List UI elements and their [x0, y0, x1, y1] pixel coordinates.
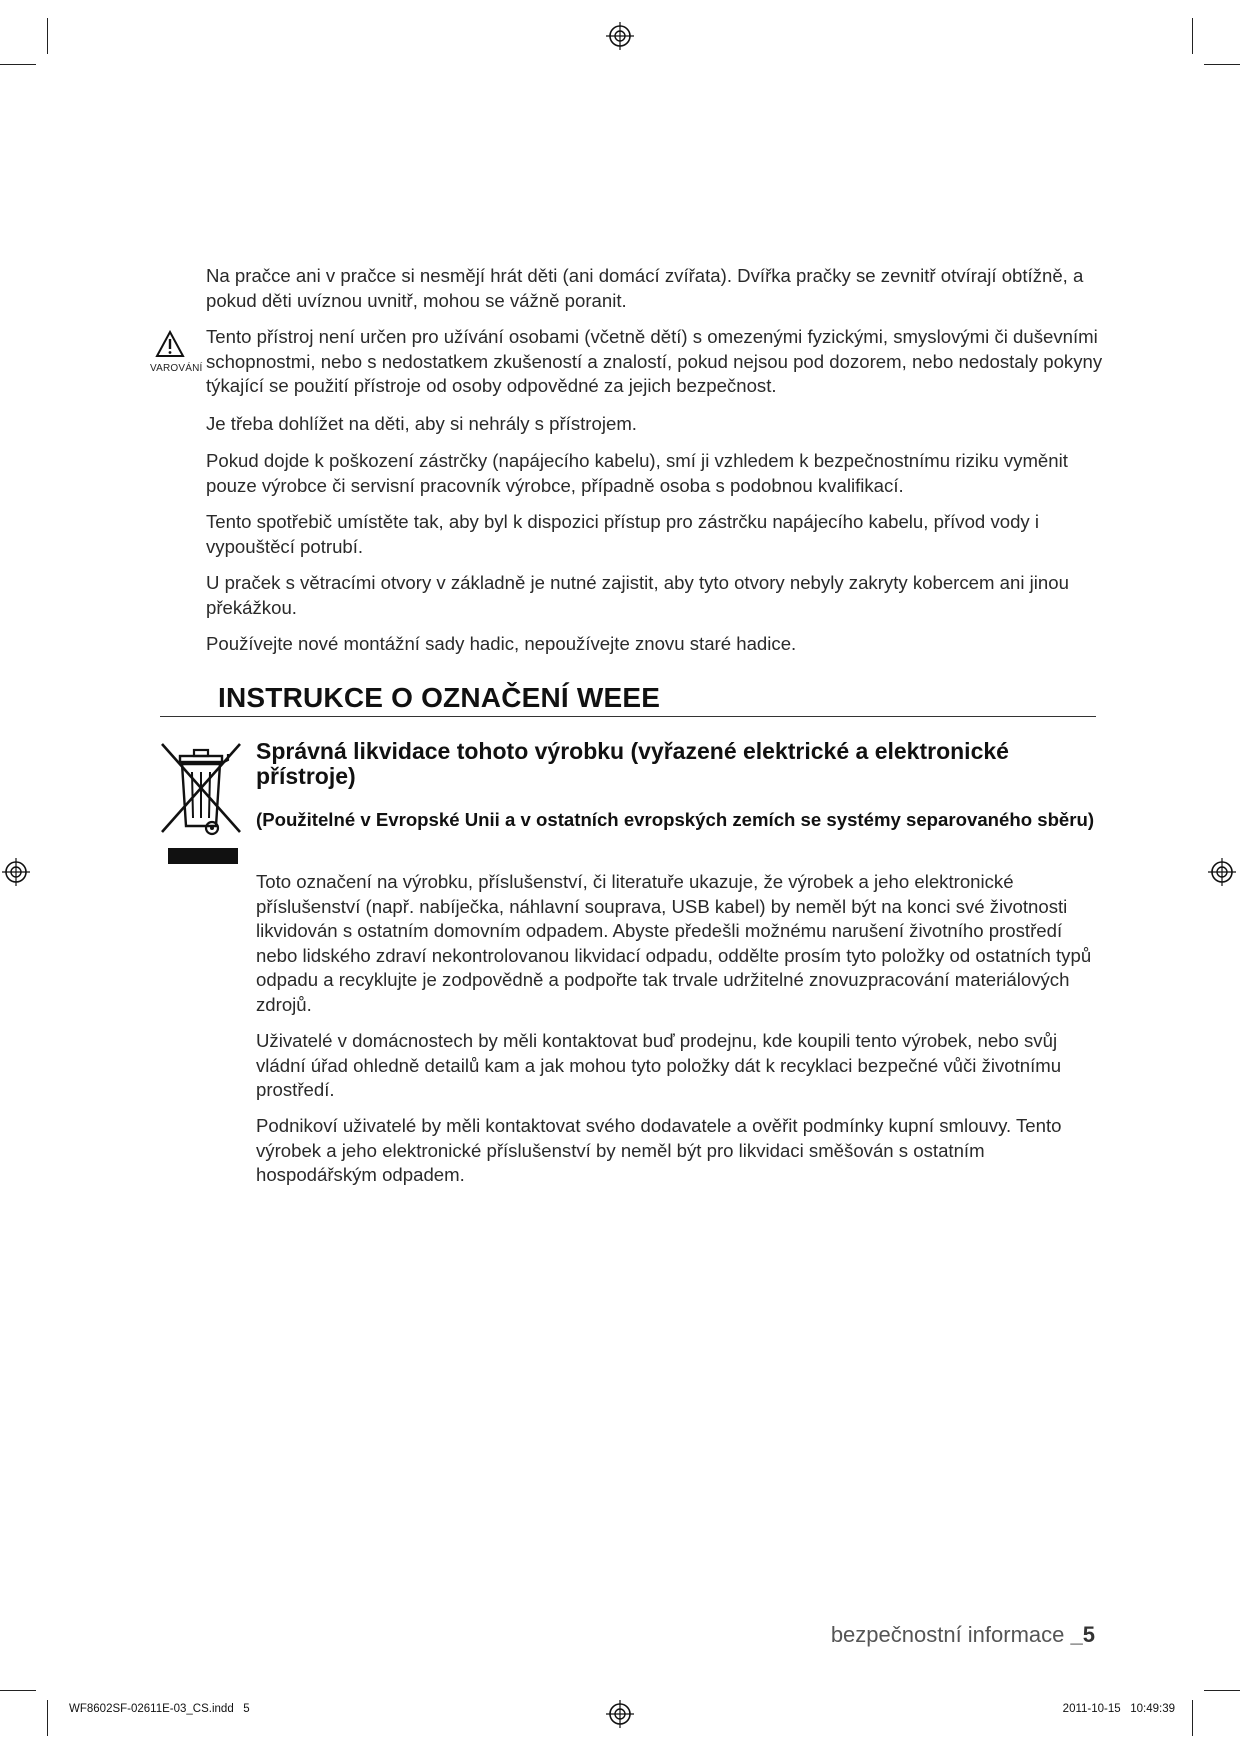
crop-mark-top-left-h: [0, 64, 36, 65]
slug-timestamp: 2011-10-15 10:49:39: [1062, 1703, 1175, 1715]
safety-paragraph: Pokud dojde k poškození zástrčky (napájecího kabelu), smí ji vzhledem k bezpečnostnímu riziku vyměnit pouze výrobce či servisní pracovník výrobce, případně osoba s podobnou kvalifikací.: [206, 450, 1068, 496]
safety-paragraph: U praček s větracími otvory v základně je nutné zajistit, aby tyto otvory nebyly zakryty kobercem ani jinou překážkou.: [206, 572, 1069, 618]
crop-mark-top-right-h: [1204, 64, 1240, 65]
registration-mark-icon: [606, 1700, 634, 1728]
footer-section-title: bezpečnostní informace: [830, 1622, 1071, 1647]
weee-paragraph: Uživatelé v domácnostech by měli kontaktovat buď prodejnu, kde koupili tento výrobek, nebo svůj vládní úřad ohledně detailů kam a jak mohou tyto položky dát k recyklaci bezpečné vůči životnímu prostředí.: [256, 1030, 1062, 1100]
heading-divider: [160, 716, 1096, 717]
safety-paragraph: Tento spotřebič umístěte tak, aby byl k dispozici přístup pro zástrčku napájecího kabelu, přívod vody i vypouštěcí potrubí.: [206, 511, 1040, 557]
slug-file-name: WF8602SF-02611E-03_CS.indd 5: [69, 1703, 250, 1715]
page-footer: [831, 1622, 1095, 1648]
crop-mark-top-right-v: [1192, 18, 1193, 54]
registration-mark-icon: [606, 22, 634, 50]
crossed-out-wheelie-bin-icon: [158, 740, 244, 870]
warning-label: VAROVÁNÍ: [150, 363, 203, 374]
safety-paragraph: Je třeba dohlížet na děti, aby si nehrály s přístrojem.: [206, 413, 637, 434]
crop-mark-bottom-left-v: [47, 1700, 48, 1736]
crop-mark-top-left-v: [47, 18, 48, 54]
weee-paragraph: Toto označení na výrobku, příslušenství, či literatuře ukazuje, že výrobek a jeho elektronické příslušenství (např. nabíječka, náhlavní souprava, USB kabel) by neměl být na konci své životnosti likvidován s ostatním domovním odpadem. Abyste předešli možnému narušení životního prostředí nebo lidského zdraví nekontrolovanou likvidací odpadu, oddělte prosím tyto položky od ostatních typů odpadu a recyklujte je zodpovědně a podpořte tak trvale udržitelné znovuzpracování materiálových zdrojů.: [256, 871, 1092, 1015]
safety-paragraph: Používejte nové montážní sady hadic, nepoužívejte znovu staré hadice.: [206, 633, 797, 654]
page-number: _5: [1070, 1622, 1095, 1647]
section-heading: INSTRUKCE O OZNAČENÍ WEEE: [218, 682, 661, 713]
safety-paragraph: Tento přístroj není určen pro užívání osobami (včetně dětí) s omezenými fyzickými, smyslovými či duševními schopnostmi, nebo s nedostatkem zkušeností a znalostí, pokud nejsou pod dozorem, nebo nedostaly pokyny týkající se použití přístroje od osoby odpovědné za jejich bezpečnost.: [206, 326, 1103, 396]
disposal-subtitle: Správná likvidace tohoto výrobku (vyřazené elektrické a elektronické přístroje): [256, 738, 1009, 789]
scope-note: (Použitelné v Evropské Unii a v ostatních evropských zemích se systémy separovaného sběru): [256, 809, 1095, 830]
crop-mark-bottom-right-h: [1204, 1690, 1240, 1691]
warning-triangle-icon: [155, 330, 185, 358]
registration-mark-icon: [1208, 858, 1236, 886]
weee-paragraph: Podnikoví uživatelé by měli kontaktovat svého dodavatele a ověřit podmínky kupní smlouvy. Tento výrobek a jeho elektronické příslušenství by neměl být pro likvidaci směšován s ostatním hospodářským odpadem.: [256, 1115, 1062, 1185]
crop-mark-bottom-left-h: [0, 1690, 36, 1691]
registration-mark-icon: [2, 858, 30, 886]
safety-paragraph: Na pračce ani v pračce si nesmějí hrát děti (ani domácí zvířata). Dvířka pračky se zevnitř otvírají obtížně, a pokud děti uvíznou uvnitř, mohou se vážně poranit.: [206, 265, 1084, 311]
crop-mark-bottom-right-v: [1192, 1700, 1193, 1736]
